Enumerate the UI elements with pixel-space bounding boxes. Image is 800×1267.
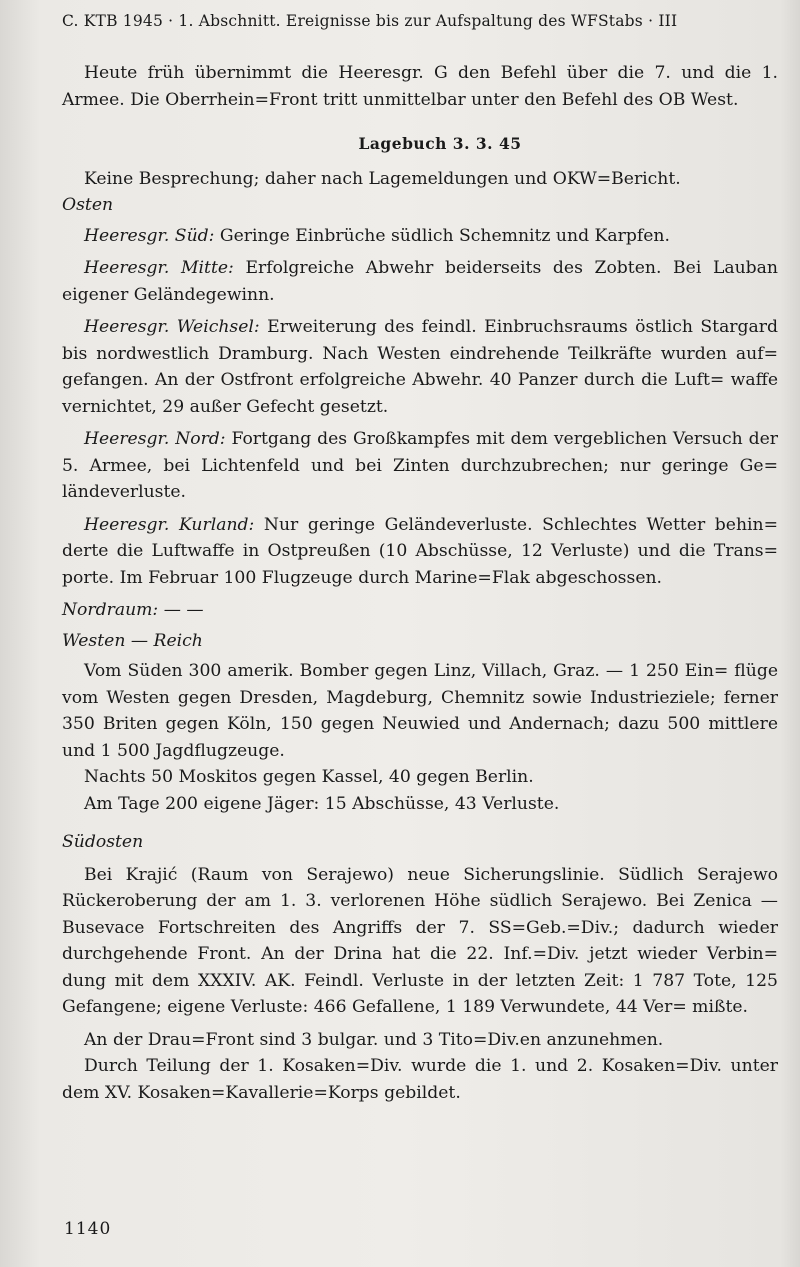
army-group-center-paragraph <box>62 255 778 308</box>
army-group-report: Erfolgreiche Abwehr beiderseits des Zobten. Bei Lauban eigener Geländegewinn. <box>62 258 778 305</box>
army-group-name: Heeresgr. Kurland: <box>84 514 255 535</box>
army-group-vistula-paragraph <box>62 314 778 420</box>
section-heading-north: Nordraum: — — <box>62 600 204 620</box>
southeast-paragraph-2: An der Drau=Front sind 3 bulgar. und 3 Tito=Div.en anzunehmen. <box>84 1029 664 1050</box>
page-body <box>62 60 778 1106</box>
army-group-report: Geringe Einbrüche südlich Schemnitz und Karpfen. <box>214 225 670 246</box>
army-group-name: Heeresgr. Mitte: <box>84 258 234 278</box>
west-paragraph-1: Vom Süden 300 amerik. Bomber gegen Linz, Villach, Graz. — 1 250 Ein= flüge vom Westen gegen Dresden, Magdeburg, Chemnitz sowie Industrieziele; ferner 350 Briten gegen Köln, 150 gegen Neuwied und Andernach; dazu 500 mittlere und 1 500 Jagdflugzeuge. <box>62 661 778 761</box>
section-heading-west: Westen — Reich <box>62 630 203 651</box>
west-paragraph-2: Nachts 50 Moskitos gegen Kassel, 40 gegen Berlin. <box>84 767 534 787</box>
army-group-name: Heeresgr. Weichsel: <box>84 317 260 337</box>
west-paragraph-3: Am Tage 200 eigene Jäger: 15 Abschüsse, 43 Verluste. <box>84 793 560 814</box>
southeast-paragraph-1: Bei Krajić (Raum von Serajewo) neue Sicherungslinie. Südlich Serajewo Rückeroberung der am 1. 3. verlorenen Höhe südlich Serajewo. Bei Zenica — Busevace Fortschreiten des Angriffs der 7. SS=Geb.=Div.; dadurch wieder durchgehende Front. An der Drina hat die 22. Inf.=Div. jetzt wieder Verbin= dung mit dem XXXIV. AK. Feindl. Verluste in der letzten Zeit: 1 787 Tote, 125 Gefangene; eigene Verluste: 466 Gefallene, 1 189 Verwundete, 44 Ver= mißte. <box>62 864 778 1017</box>
army-group-report: Fortgang des Großkampfes mit dem vergeblichen Versuch der 5. Armee, bei Lichtenfeld und bei Zinten durchzubrechen; nur geringe Ge= ländeverluste. <box>62 429 778 502</box>
army-group-name: Heeresgr. Nord: <box>84 429 226 449</box>
army-group-name: Heeresgr. Süd: <box>84 225 215 246</box>
army-group-courland-paragraph <box>62 512 778 592</box>
southeast-paragraph-3: Durch Teilung der 1. Kosaken=Div. wurde die 1. und 2. Kosaken=Div. unter dem XV. Kosaken=Kavallerie=Korps gebildet. <box>62 1056 778 1103</box>
running-head: C. KTB 1945 · 1. Abschnitt. Ereignisse bis zur Aufspaltung des WFStabs · III <box>62 12 678 30</box>
army-group-report: Nur geringe Geländeverluste. Schlechtes Wetter behin= derte die Luftwaffe in Ostpreußen (10 Abschüsse, 12 Verluste) und die Trans= porte. Im Februar 100 Flugzeuge durch Marine=Flak abgeschossen. <box>62 514 778 588</box>
page-number: 1140 <box>64 1219 112 1239</box>
intro-paragraph: Heute früh übernimmt die Heeresgr. G den Befehl über die 7. und die 1. Armee. Die Oberrhein=Front tritt unmittelbar unter den Befehl des OB West. <box>62 63 778 110</box>
section-heading-east: Osten <box>62 195 114 215</box>
diary-title: Lagebuch 3. 3. 45 <box>358 134 522 153</box>
army-group-report: Erweiterung des feindl. Einbruchsraums östlich Stargard bis nordwestlich Dramburg. Nach Westen eindrehende Teilkräfte wurden auf= gefangen. An der Ostfront erfolgreiche Abwehr. 40 Panzer durch die Luft= waffe vernichtet, 29 außer Gefecht gesetzt. <box>62 317 778 417</box>
section-heading-southeast: Südosten <box>62 832 144 852</box>
army-group-north-paragraph <box>62 426 778 506</box>
army-group-south-paragraph <box>62 223 778 250</box>
no-meeting-paragraph: Keine Besprechung; daher nach Lagemeldungen und OKW=Bericht. <box>84 168 681 189</box>
